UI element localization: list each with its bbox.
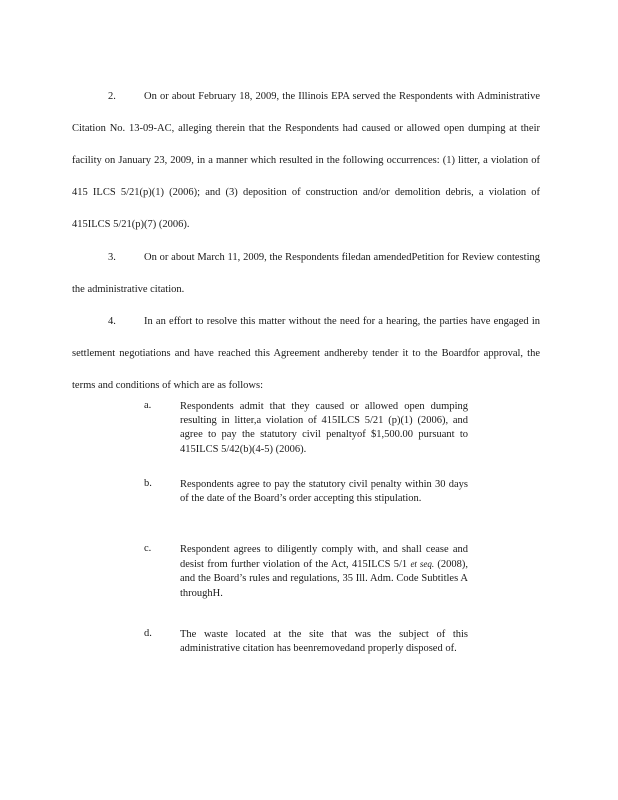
term-text: Respondents agree to pay the statutory civil penalty within 30 days of the date of the Board’s order accepting this stipulation. [180,479,468,505]
paragraph-number: 4. [108,316,116,327]
term-text: The waste located at the site that was the subject of this administrative citation has beenremovedand properly disposed of. [180,629,468,655]
term-text: Respondents admit that they caused or allowed open dumping resulting in litter,a violation of 415ILCS 5/21 (p)(1) (2006), and agree to pay the statutory civil penaltyof $1,500.00 pursuant to 415ILCS 5/42(b)(4-5) (2006). [180,401,468,455]
term-letter: c. [144,543,152,554]
term-text-part: (2008), and the Board’s rules and regulations, 35 Ill. Adm. Code Subtitles A throughH. [180,559,468,599]
term-text-part: Respondent agrees to diligently comply with, and shall cease and desist from further violation of the Act, 415ILCS 5/1 [180,544,468,571]
paragraph-text: On or about February 18, 2009, the Illinois EPA served the Respondents with Administrative Citation No. 13-09-AC, alleging therein that the Respondents had caused or allowed open dumping at their facility on January 23, 2009, in a manner which resulted in the following occurrences: (1) litter, a violation of 415 ILCS 5/21(p)(1) (2006); and (3) deposition of construction and/or demolition debris, a violation of 415ILCS 5/21(p)(7) (2006). [72,91,540,230]
term-letter: a. [144,400,152,411]
paragraph-3 [72,242,540,306]
paragraph-text: On or about March 11, 2009, the Respondents filedan amendedPetition for Review contesting the administrative citation. [72,252,540,295]
term-letter: b. [144,478,152,489]
term-letter: d. [144,628,152,639]
paragraph-4 [72,306,540,402]
term-text [180,543,468,601]
paragraph-number: 3. [108,252,116,263]
paragraph-number: 2. [108,91,116,102]
paragraph-2 [72,81,540,241]
paragraph-text: In an effort to resolve this matter without the need for a hearing, the parties have engaged in settlement negotiations and have reached this Agreement andhereby tender it to the Boardfor approval, the terms and conditions of which are as follows: [72,316,540,391]
term-text-italic: et seq. [410,559,435,570]
